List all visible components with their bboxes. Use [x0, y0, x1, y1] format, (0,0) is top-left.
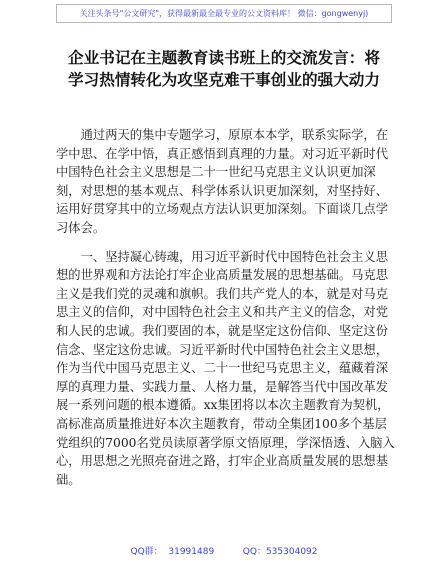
title-line-1: 企业书记在主题教育读书班上的交流发言：将 — [68, 49, 380, 67]
document-body — [56, 126, 396, 489]
footer-contact: QQ群： 31991489 QQ：535304092 — [130, 547, 318, 557]
body-paragraph-2: 一、坚持凝心铸魂，用习近平新时代中国特色社会主义思想的世界观和方法论打牢企业高质量发展的思想基础。马克思主义是我们党的灵魂和旗帜。我们共产党人的本，就是对马克思主义的信仰，对中国特色社会主义和共产主义的信念，对党和人民的忠诚。我们要固的本，就是坚定这份信仰、坚定这份信念、坚定这份忠诚。习近平新时代中国特色社会主义思想，作为当代中国马克思主义、二十一世纪马克思主义，蕴藏着深厚的真理力量、实践力量、人格力量，是解答当代中国改革发展一系列问题的根本遵循。xx集团将以本次主题教育为契机，高标准高质量推进好本次主题教育，带动全集团100多个基层党组织的7000名党员读原著学原文悟原理，学深悟透、入脑入心，用思想之光照亮奋进之路，打牢企业高质量发展的思想基础。 — [56, 249, 395, 487]
document-title — [40, 47, 408, 91]
body-paragraph-1: 通过两天的集中专题学习，原原本本学，联系实际学，在学中思、在学中悟，真正感悟到真理的力量。对习近平新时代中国特色社会主义思想是二十一世纪马克思主义认识更加深刻，对思想的基本观点、科学体系认识更加深刻，对坚持好、运用好贯穿其中的立场观点方法认识更加深刻。下面谈几点学习体会。 — [56, 128, 389, 235]
title-line-2: 学习热情转化为攻坚克难干事创业的强大动力 — [68, 71, 380, 89]
promo-banner — [56, 4, 392, 23]
promo-text: 关注头条号"公文研究"，获得最新最全最专业的公文资料库！ 微信：gongwenyj) — [79, 9, 369, 18]
